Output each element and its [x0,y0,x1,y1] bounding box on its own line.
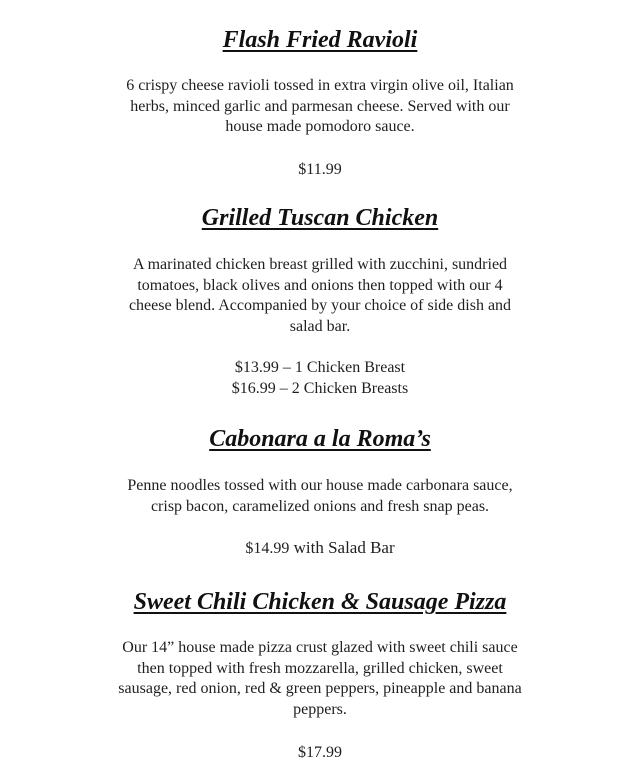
menu-item-description: Penne noodles tossed with our house made carbonara sauce, crisp bacon, caramelized onions and fresh snap peas. [127,477,513,515]
menu-item-description: A marinated chicken breast grilled with zucchini, sundried tomatoes, black olives and onions then topped with our 4 cheese blend. Accompanied by your choice of side dish and salad bar. [128,256,512,335]
menu-item-title: Sweet Chili Chicken & Sausage Pizza [133,589,507,615]
price-option-two-breasts: $16.99 – 2 Chicken Breasts [231,380,409,397]
price-note: with Salad Bar [289,538,395,557]
menu-item-price-options [0,357,640,399]
menu-item-price [0,537,640,559]
price-amount: $14.99 [245,540,290,557]
menu-item-cabonara-a-la-romas [0,425,640,559]
menu-item-title: Grilled Tuscan Chicken [201,205,439,231]
menu-item-description: 6 crispy cheese ravioli tossed in extra virgin olive oil, Italian herbs, minced garlic and parmesan cheese. Served with our house made pomodoro sauce. [126,77,514,135]
menu-item-sweet-chili-chicken-sausage-pizza [0,588,640,763]
menu-item-description: Our 14” house made pizza crust glazed with sweet chili sauce then topped with fresh mozzarella, grilled chicken, sweet sausage, red onion, red & green peppers, pineapple and banana peppers. [118,639,522,718]
menu-item-price: $17.99 [298,744,342,761]
menu-item-grilled-tuscan-chicken [0,204,640,399]
menu-item-title: Flash Fried Ravioli [222,27,418,53]
menu-item-title: Cabonara a la Roma’s [209,426,431,452]
menu-item-price: $11.99 [298,160,342,178]
price-option-one-breast: $13.99 – 1 Chicken Breast [234,359,406,376]
menu-item-flash-fried-ravioli [0,26,640,180]
